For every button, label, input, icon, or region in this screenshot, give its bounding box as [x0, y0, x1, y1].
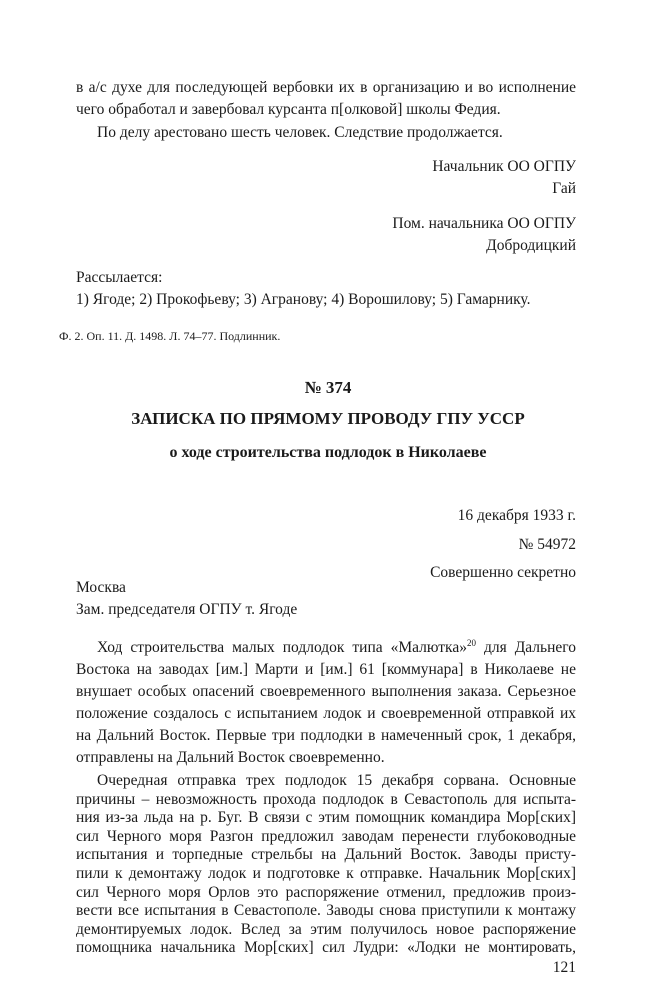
distribution-list: 1) Ягоде; 2) Прокофьеву; 3) Агранову; 4) Ворошилову; 5) Гамарнику.: [76, 291, 531, 308]
address-recipient: Зам. председателя ОГПУ т. Ягоде: [76, 601, 298, 618]
signature-name: Добродицкий: [486, 237, 576, 254]
signature-name: Гай: [552, 180, 576, 197]
text-line: положение создалось с испытанием лодок и своевременной отправкой их: [76, 705, 576, 722]
text-line: Очередная отправка трех подлодок 15 декабря сорвана. Основные: [97, 772, 576, 789]
text-fragment: для Дальнего: [475, 639, 576, 656]
text-line: чего обработал и завербовал курсанта п[олковой] школы Федия.: [76, 101, 501, 118]
address-city: Москва: [76, 579, 126, 596]
signature-title: Начальник ОО ОГПУ: [432, 158, 576, 175]
text-line: пили к демонтажу лодок и подготовке к отправке. Начальник Мор[ских]: [76, 865, 576, 882]
text-line: Востока на заводах [им.] Марти и [им.] 61 [коммунара] в Николаеве не: [76, 661, 576, 678]
registration-number: № 54972: [518, 536, 576, 553]
document-date: 16 декабря 1933 г.: [457, 507, 576, 524]
page-number: 121: [552, 959, 576, 976]
document-subtitle: о ходе строительства подлодок в Николаеве: [169, 444, 487, 461]
text-line: помощника начальника Мор[ских] сил Лудри: «Лодки не монтировать,: [76, 939, 576, 957]
signature-title: Пом. начальника ОО ОГПУ: [392, 215, 576, 232]
text-line: демонтируемых лодок. Вслед за этим получилось новое распоряжение: [76, 920, 576, 938]
text-line: на Дальний Восток. Первые три подлодки в намеченный срок, 1 декабря,: [76, 727, 576, 744]
document-title: ЗАПИСКА ПО ПРЯМОМУ ПРОВОДУ ГПУ УССР: [131, 409, 525, 428]
classification-stamp: Совершенно секретно: [430, 564, 576, 581]
text-line: сил Черного моря Разгон предложил заводам перенести глубоководные: [76, 827, 576, 845]
document-number: № 374: [304, 378, 352, 397]
text-line: По делу арестовано шесть человек. Следствие продолжается.: [97, 124, 503, 141]
source-note: Ф. 2. Оп. 11. Д. 1498. Л. 74–77. Подлинник.: [59, 329, 281, 343]
text-fragment: Ход строительства малых подлодок типа «Малютка»: [97, 639, 467, 656]
text-line: внушает особых опасений своевременного выполнения заказа. Серьезное: [76, 683, 576, 700]
text-line: ния из-за льда на р. Буг. В связи с этим помощник командира Мор[ских]: [76, 809, 576, 827]
text-line: сил Черного моря Орлов это распоряжение отменил, предложив произ-: [76, 883, 576, 901]
text-line: в а/с духе для последующей вербовки их в организацию и во исполнение: [76, 79, 576, 96]
text-line: причины – невозможность прохода подлодок в Севастополь для испыта-: [76, 790, 576, 808]
text-line: [97, 638, 576, 658]
text-line: испытания и торпедные стрельбы на Дальний Восток. Заводы присту-: [76, 846, 576, 864]
text-line: вести все испытания в Севастополе. Заводы снова приступили к монтажу: [76, 902, 576, 920]
footnote-marker: 20: [466, 637, 476, 648]
text-line: отправлены на Дальний Восток своевременно.: [76, 749, 385, 766]
distribution-label: Рассылается:: [76, 269, 163, 286]
